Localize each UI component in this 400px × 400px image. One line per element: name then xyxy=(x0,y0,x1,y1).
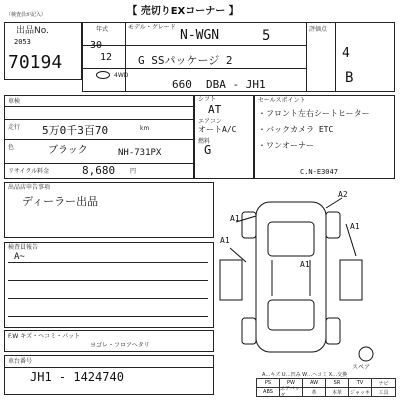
year-value: 30 xyxy=(90,40,103,51)
vin-value: JH1 - 1424740 xyxy=(30,370,124,384)
seats-value: 4 xyxy=(342,46,350,61)
doors-value: 5 xyxy=(262,28,271,44)
shift-value: AT xyxy=(208,103,222,116)
equip-cell-tools: 工具 xyxy=(371,387,396,397)
score-label: 評価点 xyxy=(309,26,328,33)
front-right-wheel xyxy=(326,212,340,238)
grade-label: モデル・グレード xyxy=(128,24,176,31)
inspection-date-label: 車検 xyxy=(8,98,21,105)
cc-value: 660 xyxy=(172,78,192,91)
mechanical-box xyxy=(194,95,254,179)
equip-cell-leather: 革 xyxy=(302,387,326,397)
equip-cell-aw: AW xyxy=(302,378,326,388)
header-title: 【 売切りEXコーナー 】 xyxy=(127,6,239,17)
damage-mark-1: A1 xyxy=(230,214,240,223)
damage-mark-3: A1 xyxy=(350,222,360,231)
recycle-fee: 8,680 xyxy=(82,164,116,177)
inspector-label: 検査員報告 xyxy=(8,244,39,251)
equip-cell-tv: TV xyxy=(348,378,372,388)
damage-mark-4: A1 xyxy=(220,236,230,245)
model-value: N-WGN xyxy=(180,28,220,43)
windshield-outline xyxy=(268,222,314,256)
spare-tire-circle xyxy=(359,347,373,361)
car-damage-diagram xyxy=(216,182,396,372)
front-left-wheel xyxy=(242,212,256,238)
equip-cell-sr: SR xyxy=(325,378,349,388)
chassis-code: DBA - JH1 xyxy=(206,78,266,91)
sales-point-2: ・バックカメラ ETC xyxy=(258,125,334,134)
sales-point-note: C.N-E3047 xyxy=(300,168,338,176)
color-label: 色 xyxy=(8,144,15,151)
rear-left-wheel xyxy=(242,318,256,344)
sales-point-1: ・フロント左右シートヒーター xyxy=(258,109,370,118)
rear-right-wheel xyxy=(326,318,340,344)
lot-number: 70194 xyxy=(8,52,63,73)
recycle-label: リサイクル料金 xyxy=(8,168,50,175)
equip-cell-navi: ナビ xyxy=(371,378,396,388)
sales-points-label: セールスポイント xyxy=(258,97,306,104)
right-side-panel xyxy=(340,260,362,300)
header-subtitle: （検査員が記入） xyxy=(6,12,47,18)
lot-label: 出品No. xyxy=(16,26,49,36)
rear-window-outline xyxy=(268,300,314,330)
condition-row-2: ヨゴレ・フロアヘタリ xyxy=(90,342,150,349)
ac-value: オートA/C xyxy=(198,125,237,134)
grade-value: G SSパッケージ 2 xyxy=(138,54,233,67)
sales-point-3: ・ワンオーナー xyxy=(258,141,314,150)
fuel-label: 燃料 xyxy=(198,138,211,145)
ac-label: エアコン xyxy=(198,118,222,125)
dealer-text: ディーラー出品 xyxy=(22,195,99,208)
equip-cell-jack: ジャッキ xyxy=(348,387,372,397)
damage-mark-2: A2 xyxy=(338,190,348,199)
shift-label: シフト xyxy=(198,96,217,103)
diagram-legend: A…キズ U…凹み W…ヘコミ X…交換 xyxy=(262,372,348,378)
score-value: B xyxy=(345,70,354,86)
mileage-label: 走行 xyxy=(8,124,21,131)
equip-cell-abs: ABS xyxy=(256,387,280,397)
mileage-unit: km xyxy=(140,125,150,132)
left-side-panel xyxy=(220,260,242,300)
condition-row-1: F.W キズ・ヘコミ・パット xyxy=(8,333,81,340)
inspector-line-1: A~ xyxy=(14,252,25,262)
spare-label: スペア xyxy=(352,364,371,371)
recycle-unit: 円 xyxy=(130,168,137,175)
color-code: NH-731PX xyxy=(118,148,162,158)
equip-cell-real-leather: 本革 xyxy=(325,387,349,397)
fuel-value: G xyxy=(204,143,212,157)
year-label: 年式 xyxy=(96,26,109,33)
vin-label: 車台番号 xyxy=(8,358,33,365)
color-value: ブラック xyxy=(48,145,88,156)
damage-mark-5: A1 xyxy=(300,260,310,269)
drive-value: 4WD xyxy=(114,72,129,79)
month-value: 12 xyxy=(100,52,113,63)
lot-small-number: 2053 xyxy=(14,38,31,46)
drive-circle xyxy=(96,71,110,79)
mileage-value: 5万0千3百70 xyxy=(42,124,109,137)
dealer-label: 出品店申告事項 xyxy=(8,184,51,191)
equip-cell-airbag: エアバッグ xyxy=(279,387,303,397)
equip-cell-pw: PW xyxy=(279,378,303,388)
equipment-grid xyxy=(256,378,396,398)
equip-cell-ps: PS xyxy=(256,378,280,388)
header-banner xyxy=(98,2,268,18)
